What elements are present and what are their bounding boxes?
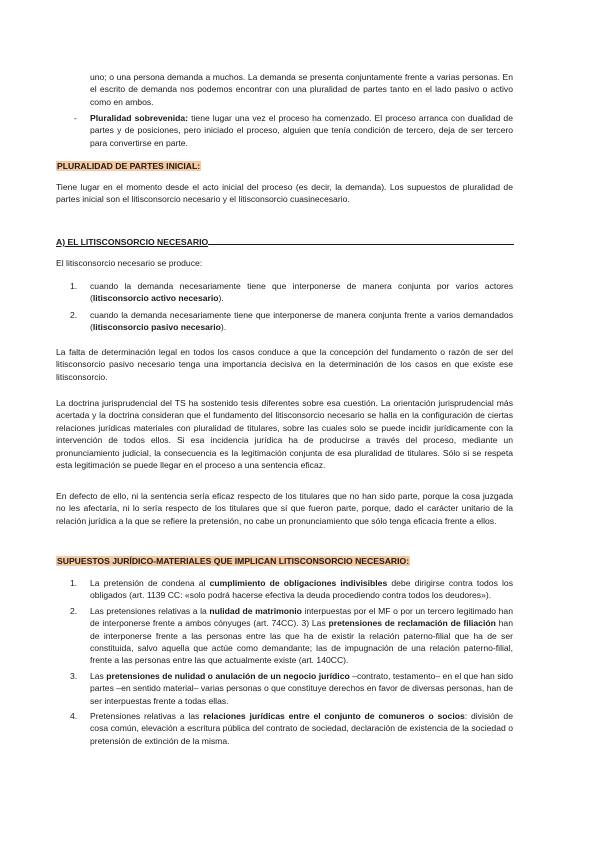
list-number: 2. — [70, 605, 78, 616]
item-bold-1: nulidad de matrimonio — [209, 605, 302, 616]
list-bold: litisconsorcio pasivo necesario — [92, 322, 221, 333]
section-a-rule — [208, 235, 514, 245]
list-number: 1. — [70, 281, 78, 291]
list-tail: ). — [218, 293, 224, 304]
bullet-marker: - — [74, 113, 77, 123]
list-number: 3. — [70, 670, 78, 681]
intro-paragraph: uno; o una persona demanda a muchos. La demanda se presenta conjuntamente frente a varias personas. En el escrito de demanda nos podemos encontrar con una pluralidad de partes tanto en el lado pasivo o activo como en ambos. — [90, 72, 513, 107]
supuesto-item-4 — [70, 710, 513, 747]
list-number: 1. — [70, 578, 78, 588]
item-text-a: La pretensión de condena al — [90, 578, 210, 588]
bullet-item — [74, 112, 513, 149]
heading-pluralidad-inicial: PLURALIDAD DE PARTES INICIAL: — [57, 161, 201, 171]
item-text-c: interpuestas por el MF o por un tercero legitimado han de interponerse frente a ambos cónyuges (art. 74CC). 3) Las — [90, 605, 513, 629]
section-a-item-1 — [70, 280, 513, 305]
section-a-paragraph-3-wrap — [56, 490, 513, 527]
item-text-c: : división de cosa común, elevación a escritura pública del contrato de sociedad, declaración de existencia de la sociedad o pretensión de extinción de la misma. — [90, 711, 513, 746]
section-a-lead: El litisconsorcio necesario se produce: — [56, 258, 203, 268]
section-a-heading: A) EL LITISCONSORCIO NECESARIO — [56, 237, 209, 247]
item-bold-1: cumplimiento de obligaciones indivisibles — [209, 578, 388, 588]
item-bold-1: pretensiones de nulidad o anulación de un negocio jurídico — [106, 670, 350, 681]
item-text-c: –contrato, testamento– en el que han sido partes –en sentido material– varias personas o que constituye derechos en favor de diversas personas, han de ser interpuestas frente a todas ellas. — [90, 670, 513, 706]
bullet-term: Pluralidad sobrevenida: — [90, 113, 189, 123]
item-text-c: debe dirigirse contra todos los obligados (art. 1139 CC: «solo podrá hacerse efectiva la deuda procediendo contra todos los deudores»). — [90, 578, 514, 601]
supuesto-item-3 — [70, 670, 513, 707]
heading-supuestos-wrap — [56, 555, 513, 567]
pluralidad-inicial-text: Tiene lugar en el momento desde el acto inicial del proceso (es decir, la demanda). Los supuestos de pluralidad de partes inicial son el litisconsorcio necesario y el litisconsorcio cuasinecesario. — [56, 182, 513, 205]
heading-supuestos: SUPUESTOS JURÍDICO-MATERIALES QUE IMPLICAN LITISCONSORCIO NECESARIO: — [57, 556, 410, 566]
section-a-paragraph-1-wrap — [56, 346, 513, 383]
section-a-paragraph-2: La doctrina jurisprudencial del TS ha sostenido tesis diferentes sobre esa cuestión. La orientación jurisprudencial más acertada y la doctrina consideran que el fundamento del litisconsorcio necesario se halla en la configuración de ciertas relaciones jurídicas materiales con pluralidad de titulares, sobre las cuales solo se puede incidir jurídicamente con la intervención de todos ellos. Si esa incidencia jurídica ha de producirse a través del proceso, mediante un pronunciamiento judicial, la consecuencia es la legitimación conjunta de esa pluralidad de titulares. Sólo si se respeta esta legitimación se puede llegar en el proceso a una sentencia eficaz. — [56, 398, 513, 471]
section-a-lead-wrap — [56, 257, 513, 269]
section-a-paragraph-3: En defecto de ello, ni la sentencia sería eficaz respecto de los titulares que no han sido parte, porque la cosa juzgada no les afectaría, ni lo sería respecto de los titulares que sí que fueron parte, porque, dado el carácter unitario de la relación jurídica a la que se refiere la pretensión, no cabe un pronunciamiento que sólo tenga eficacia frente a ellos. — [56, 491, 513, 526]
list-bold: litisconsorcio activo necesario — [92, 293, 219, 304]
section-a-item-2 — [70, 309, 513, 334]
item-text-a: Las — [90, 670, 107, 681]
item-text-a: Pretensiones relativas a las — [90, 711, 204, 722]
section-a-list — [70, 280, 513, 334]
item-bold-2: pretensiones de reclamación de filiación — [328, 618, 496, 629]
intro-continuation — [90, 71, 513, 108]
section-a-heading-wrap — [56, 235, 540, 248]
bullet-text: tiene lugar una vez el proceso ha comenzado. El proceso arranca con dualidad de partes y de posiciones, pero iniciado el proceso, alguien que tenía condición de tercero, deja de ser tercero para convertirse en parte. — [90, 113, 513, 148]
section-a-paragraph-1: La falta de determinación legal en todos los casos conduce a que la concepción del fundamento o razón de ser del litisconsorcio pasivo necesario tenga una importancia decisiva en la determinación de los casos en que existe ese litisconsorcio. — [56, 347, 513, 382]
supuestos-list — [70, 577, 513, 747]
list-number: 2. — [70, 309, 78, 320]
item-text-a: Las pretensiones relativas a la — [90, 605, 210, 616]
list-text: cuando la demanda necesariamente tiene que interponerse de manera conjunta frente a varios demandados ( — [90, 309, 513, 333]
section-a-paragraph-2-wrap — [56, 397, 513, 471]
pluralidad-inicial-text-wrap — [56, 181, 513, 206]
list-text: cuando la demanda necesariamente tiene que interponerse de manera conjunta por varios actores ( — [90, 281, 513, 304]
heading-pluralidad-inicial-wrap — [56, 160, 513, 172]
item-bold-1: relaciones jurídicas entre el conjunto de comuneros o socios — [203, 711, 465, 722]
list-tail: ). — [220, 322, 227, 333]
supuesto-item-1 — [70, 577, 513, 602]
supuesto-item-2 — [70, 605, 513, 667]
bullet-pluralidad-sobrevenida — [74, 112, 513, 149]
list-number: 4. — [70, 711, 78, 722]
item-text-d: han de interponerse frente a las personas entre las que ha de existir la relación paterno-filial que ha de ser constituida, salvo aquella que actúe como demandante; las de impugnación de una relación paterno-filial, frente a las personas entre las que actualmente existe (art. 140CC). — [90, 618, 513, 666]
